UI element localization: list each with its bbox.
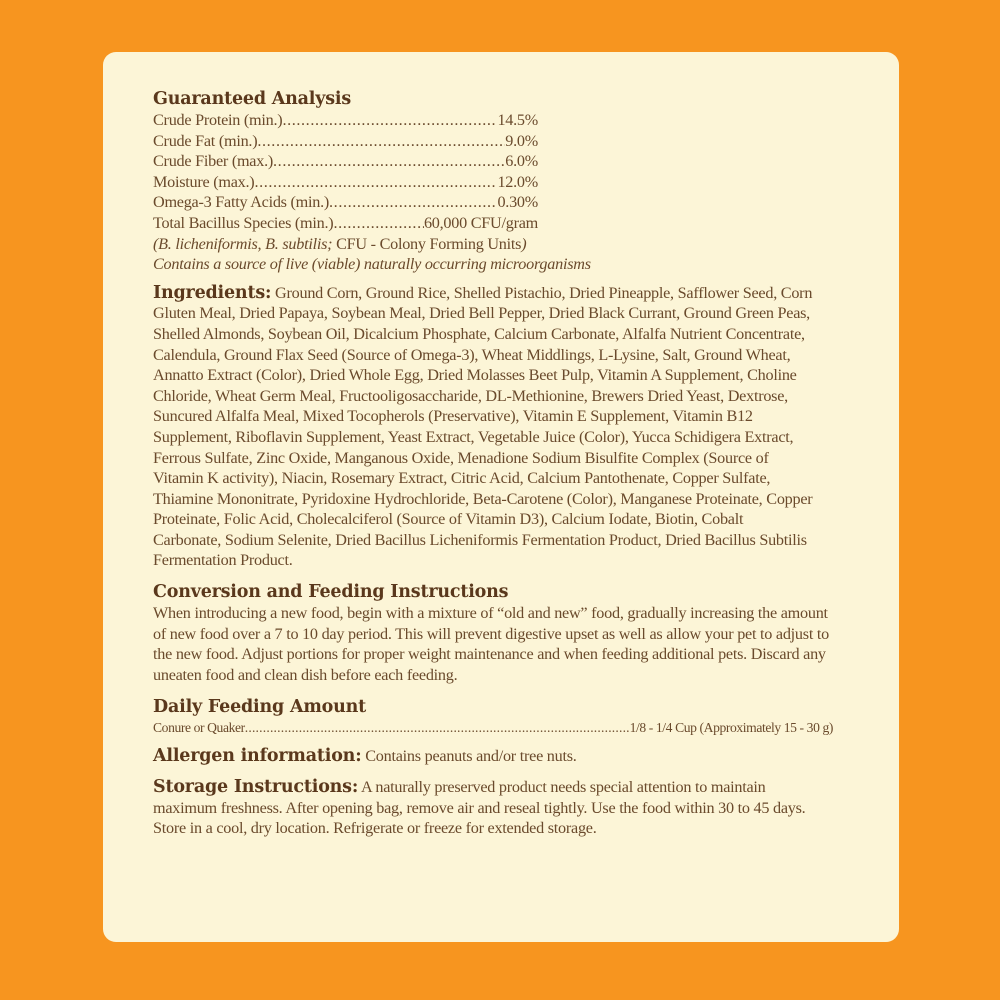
live-microorganisms-note: Contains a source of live (viable) naturally occurring microorganisms bbox=[153, 255, 591, 274]
conversion-section bbox=[153, 581, 859, 685]
storage-section bbox=[153, 777, 833, 839]
analysis-row bbox=[153, 151, 538, 172]
guaranteed-analysis-section bbox=[153, 88, 538, 234]
daily-feeding-title: Daily Feeding Amount bbox=[153, 697, 367, 718]
analysis-value: 6.0% bbox=[505, 152, 538, 171]
conversion-title: Conversion and Feeding Instructions bbox=[153, 582, 509, 603]
analysis-row bbox=[153, 192, 538, 213]
guaranteed-analysis-title: Guaranteed Analysis bbox=[153, 89, 351, 109]
feeding-row bbox=[153, 718, 833, 737]
feeding-bird-type: Conure or Quaker bbox=[153, 720, 245, 736]
cfu-note-italic: (B. licheniformis, B. subtilis; bbox=[153, 234, 333, 253]
analysis-label: Crude Protein (min.) bbox=[153, 111, 283, 129]
ingredients-section bbox=[153, 283, 813, 571]
analysis-value: 60,000 CFU/gram bbox=[423, 213, 538, 232]
cfu-note bbox=[153, 234, 859, 255]
analysis-label: Crude Fat (min.) bbox=[153, 131, 258, 150]
label-panel bbox=[103, 52, 899, 942]
storage-text: A naturally preserved product needs special attention to maintain maximum freshness. After opening bag, remove air and reseal tightly. Use the food within 30 to 45 days. Store in a cool, dry location. Refrigerate or freeze for extended storage. bbox=[153, 778, 806, 838]
dot-leader bbox=[333, 213, 424, 234]
conversion-text: When introducing a new food, begin with a mixture of “old and new” food, gradually increasing the amount of new food over a 7 to 10 day period. This will prevent digestive upset as well as allow your pet to adjust to the new food. Adjust portions for proper weight maintenance and when feeding additional pets. Discard any uneaten food and clean dish before each feeding. bbox=[153, 604, 829, 684]
ingredients-text: Ground Corn, Ground Rice, Shelled Pistachio, Dried Pineapple, Safflower Seed, Corn Gluten Meal, Dried Papaya, Soybean Meal, Dried Bell Pepper, Dried Black Currant, Ground Green Peas, Shelled Almonds, Soybean Oil, Dicalcium Phosphate, Calcium Carbonate, Alfalfa Nutrient Concentrate, Calendula, Ground Flax Seed (Source of Omega-3), Wheat Middlings, L-Lysine, Salt, Ground Wheat, Annatto Extract (Color), Dried Whole Egg, Dried Molasses Beet Pulp, Vitamin A Supplement, Choline Chloride, Wheat Germ Meal, Fructooligosaccharide, DL-Methionine, Brewers Dried Yeast, Dextrose, Suncured Alfalfa Meal, Mixed Tocopherols (Preservative), Vitamin E Supplement, Vitamin B12 Supplement, Riboflavin Supplement, Yeast Extract, Vegetable Juice (Color), Yucca Schidigera Extract, Ferrous Sulfate, Zinc Oxide, Manganous Oxide, Menadione Sodium Bisulfite Complex (Source of Vitamin K activity), Niacin, Rosemary Extract, Citric Acid, Calcium Pantothenate, Copper Sulfate, Thiamine Mononitrate, Pyridoxine Hydrochloride, Beta-Carotene (Color), Manganese Proteinate, Copper Proteinate, Folic Acid, Cholecalciferol (Source of Vitamin D3), Calcium Iodate, Biotin, Cobalt Carbonate, Sodium Selenite, Dried Bacillus Licheniformis Fermentation Product, Dried Bacillus Subtilis Fermentation Product. bbox=[153, 283, 813, 570]
dot-leader bbox=[329, 192, 497, 213]
storage-title: Storage Instructions: bbox=[153, 777, 359, 798]
analysis-row bbox=[153, 131, 538, 152]
analysis-row bbox=[153, 110, 538, 131]
dot-leader bbox=[245, 718, 630, 737]
daily-feeding-section bbox=[153, 696, 859, 737]
analysis-value: 0.30% bbox=[497, 193, 538, 212]
analysis-value: 12.0% bbox=[497, 172, 538, 191]
allergen-section bbox=[153, 746, 859, 767]
analysis-label: Omega-3 Fatty Acids (min.) bbox=[153, 193, 330, 212]
analysis-label: Moisture (max.) bbox=[153, 172, 255, 191]
feeding-amount: 1/8 - 1/4 Cup (Approximately 15 - 30 g) bbox=[629, 720, 833, 736]
analysis-row bbox=[153, 213, 538, 234]
analysis-value: 9.0% bbox=[505, 131, 538, 150]
dot-leader bbox=[273, 151, 505, 172]
analysis-row bbox=[153, 172, 538, 193]
dot-leader bbox=[282, 110, 497, 131]
ingredients-title: Ingredients: bbox=[153, 282, 272, 303]
analysis-label: Crude Fiber (max.) bbox=[153, 152, 274, 171]
dot-leader bbox=[254, 172, 497, 193]
allergen-title: Allergen information: bbox=[153, 746, 362, 767]
analysis-value: 14.5% bbox=[497, 111, 538, 129]
dot-leader bbox=[257, 131, 505, 152]
cfu-note-plain: CFU - Colony Forming Units bbox=[332, 234, 522, 253]
analysis-label: Total Bacillus Species (min.) bbox=[153, 213, 334, 232]
cfu-note-close: ) bbox=[521, 234, 527, 253]
allergen-text: Contains peanuts and/or tree nuts. bbox=[361, 747, 577, 766]
